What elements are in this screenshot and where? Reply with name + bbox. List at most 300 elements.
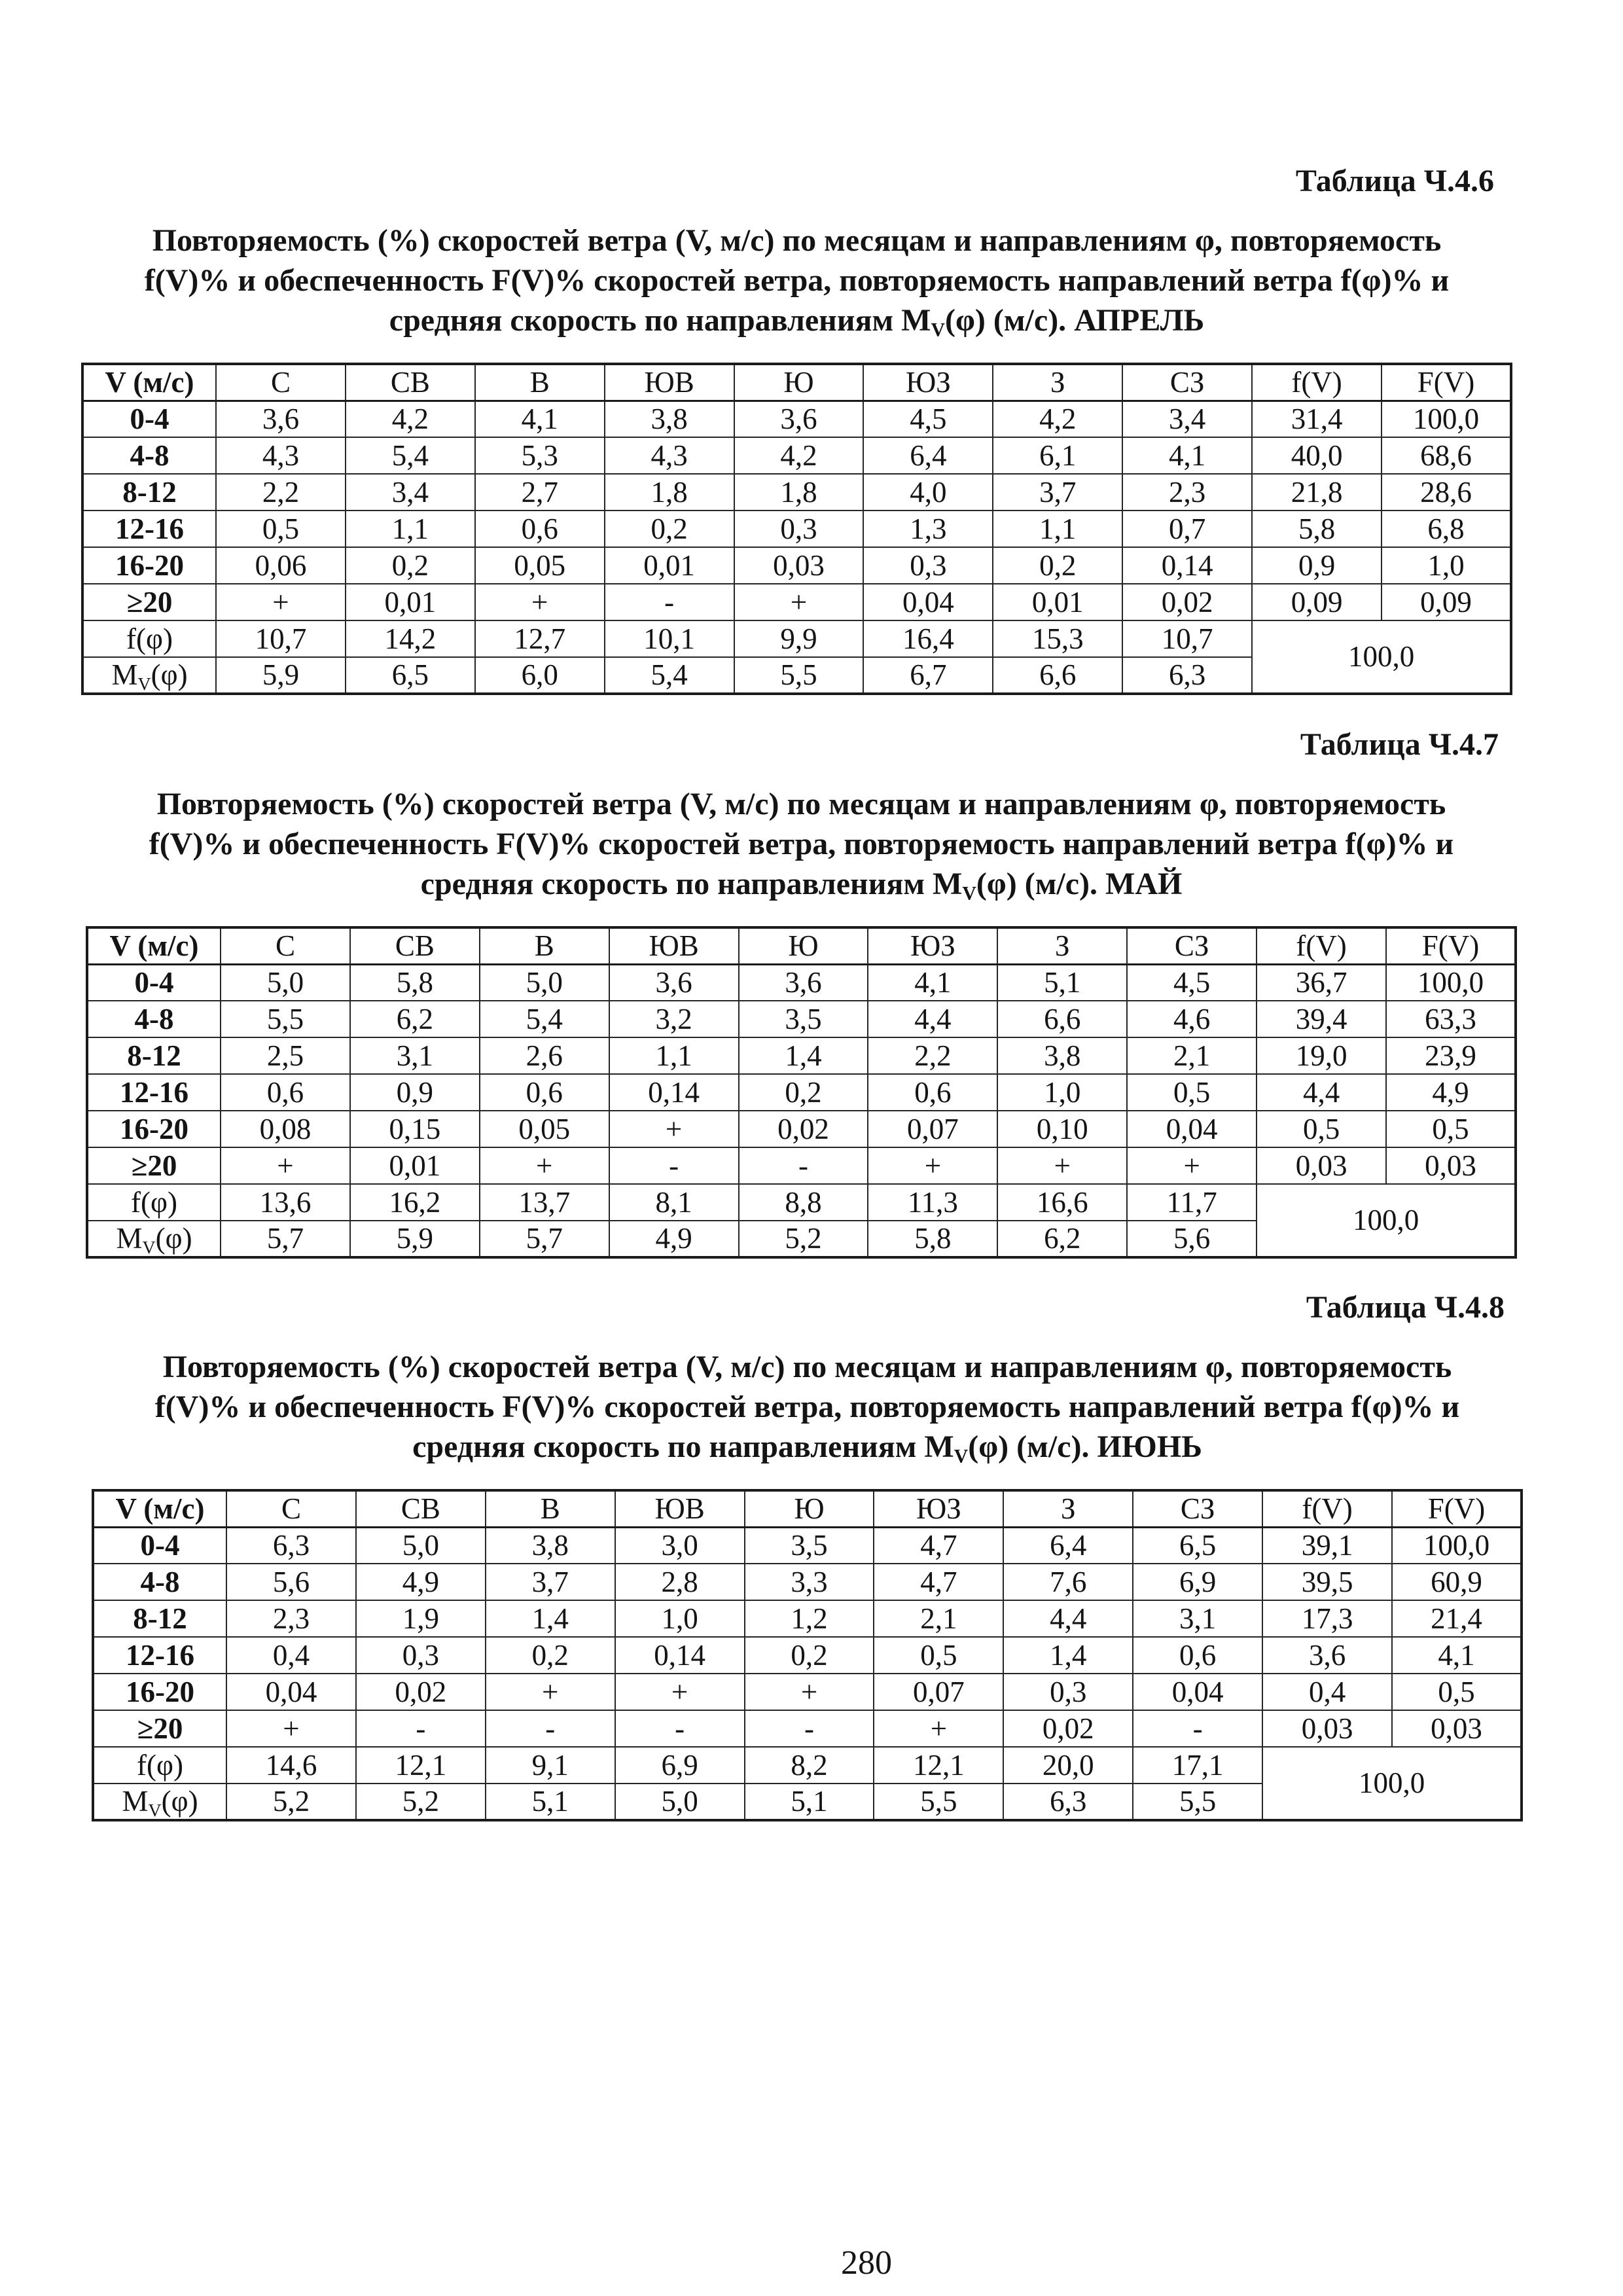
table-cell: 0,03 [734,547,864,584]
table-cell: 3,8 [997,1037,1127,1074]
table-cell: 5,5 [221,1001,350,1037]
table-cell: 28,6 [1382,474,1511,511]
table-cell: 5,3 [475,437,605,474]
title-subscript: V [954,1445,969,1467]
table-cell: + [874,1710,1003,1747]
row-label-subscript: V [142,1237,156,1257]
column-header: ЮВ [605,364,734,401]
title-line-1: Повторяемость (%) скоростей ветра (V, м/с) по месяцам и направлениям φ, повторяемость [152,223,1442,258]
row-label: 12-16 [93,1637,226,1674]
table-cell: 1,0 [1382,547,1511,584]
table-cell: - [739,1147,868,1184]
title-line-1: Повторяемость (%) скоростей ветра (V, м/с) по месяцам и направлениям φ, повторяемость [162,1350,1452,1384]
table-cell: 3,4 [346,474,475,511]
table-cell: 11,7 [1127,1184,1257,1221]
table-cell: 10,1 [605,620,734,657]
table-cell: 0,5 [874,1637,1003,1674]
table-cell: 3,5 [739,1001,868,1037]
f-phi-row [93,1747,1522,1784]
table-cell: 4,5 [863,401,993,437]
speed-row [93,1674,1522,1710]
table-cell: 0,10 [997,1111,1127,1147]
table-cell: 2,8 [615,1564,745,1600]
table-caption: Таблица Ч.4.7 [1300,727,1499,762]
table-cell: 3,6 [739,964,868,1001]
table-cell: - [615,1710,745,1747]
row-label-subscript: V [148,1800,162,1820]
table-cell: - [605,584,734,620]
table-cell: 16,2 [350,1184,480,1221]
table-cell: 39,5 [1262,1564,1392,1600]
title-line-3-tail: (φ) (м/с). [968,1429,1090,1464]
table-cell: 11,3 [868,1184,997,1221]
title-line-3-tail: (φ) (м/с). [944,303,1067,338]
speed-column-header: V (м/с) [82,364,216,401]
table-cell: 6,9 [1133,1564,1262,1600]
table-body [93,1490,1522,1820]
table-block-may [86,725,1517,1259]
table-cell: 39,1 [1262,1527,1392,1564]
table-cell: + [1127,1147,1257,1184]
speed-row [82,547,1511,584]
table-cell: 5,4 [480,1001,609,1037]
table-cell: 4,1 [475,401,605,437]
table-cell: 0,3 [356,1637,486,1674]
table-cell: 4,4 [868,1001,997,1037]
speed-row [87,1111,1516,1147]
table-cell: 3,3 [745,1564,874,1600]
table-cell: 0,2 [346,547,475,584]
title-line-3-tail: (φ) (м/с). [976,867,1098,901]
table-cell: 20,0 [1003,1747,1133,1784]
row-label: 12-16 [82,511,216,547]
table-cell: 0,05 [475,547,605,584]
column-header: f(V) [1257,927,1386,964]
speed-row [93,1710,1522,1747]
page-number: 280 [841,2244,892,2282]
table-cell: 5,6 [226,1564,356,1600]
column-header: С [221,927,350,964]
table-cell: 3,8 [605,401,734,437]
table-cell: 0,4 [226,1637,356,1674]
column-header: ЮЗ [874,1490,1003,1527]
speed-row [82,401,1511,437]
row-label: 4-8 [82,437,216,474]
table-cell: + [734,584,864,620]
table-cell: 5,0 [615,1784,745,1820]
table-cell: 0,09 [1252,584,1382,620]
table-cell: 4,5 [1127,964,1257,1001]
table-cell: 4,3 [216,437,346,474]
column-header: F(V) [1392,1490,1522,1527]
table-cell: 6,3 [1122,657,1252,694]
table-cell: 4,7 [874,1564,1003,1600]
column-header: СВ [350,927,480,964]
table-cell: 0,03 [1392,1710,1522,1747]
table-cell: 60,9 [1392,1564,1522,1600]
table-cell: 6,8 [1382,511,1511,547]
row-label-tail: (φ) [161,1785,198,1818]
total-cell: 100,0 [1257,1184,1516,1257]
speed-row [93,1600,1522,1637]
column-header: СВ [356,1490,486,1527]
title-line-3-text: средняя скорость по направлениям M [412,1429,954,1464]
row-label: f(φ) [93,1747,226,1784]
table-cell: 2,7 [475,474,605,511]
table-cell: 100,0 [1386,964,1516,1001]
table-cell: 39,4 [1257,1001,1386,1037]
total-cell: 100,0 [1252,620,1511,694]
table-cell: 0,2 [486,1637,615,1674]
table-cell: 0,6 [1133,1637,1262,1674]
row-label: ≥20 [82,584,216,620]
table-cell: 13,6 [221,1184,350,1221]
table-cell: 2,6 [480,1037,609,1074]
table-cell: 4,3 [605,437,734,474]
column-header: f(V) [1262,1490,1392,1527]
row-label [87,1221,221,1257]
f-phi-row [82,620,1511,657]
column-header: В [486,1490,615,1527]
table-cell: 1,4 [739,1037,868,1074]
table-cell: 3,0 [615,1527,745,1564]
table-cell: 0,02 [739,1111,868,1147]
table-cell: 3,6 [609,964,739,1001]
table-cell: 0,14 [615,1637,745,1674]
table-block-april [81,162,1512,695]
table-cell: 21,4 [1392,1600,1522,1637]
table-cell: 3,8 [486,1527,615,1564]
table-cell: 9,1 [486,1747,615,1784]
table-cell: 5,2 [226,1784,356,1820]
row-label: ≥20 [93,1710,226,1747]
speed-row [87,964,1516,1001]
table-cell: 5,1 [486,1784,615,1820]
table-cell: + [216,584,346,620]
table-cell: 3,6 [216,401,346,437]
column-header: СЗ [1133,1490,1262,1527]
table-cell: 4,2 [346,401,475,437]
table-cell: + [221,1147,350,1184]
table-cell: 0,07 [874,1674,1003,1710]
table-cell: 0,3 [863,547,993,584]
title-line-3 [92,1427,1523,1467]
table-cell: 1,1 [346,511,475,547]
row-label-tail: (φ) [151,658,188,691]
table-cell: 16,6 [997,1184,1127,1221]
table-title [81,221,1512,340]
speed-row [93,1564,1522,1600]
table-cell: 3,6 [734,401,864,437]
table-cell: + [615,1674,745,1710]
table-cell: 0,5 [216,511,346,547]
table-cell: 4,0 [863,474,993,511]
column-header: СЗ [1127,927,1257,964]
row-label: 4-8 [87,1001,221,1037]
table-cell: 0,06 [216,547,346,584]
column-header: Ю [734,364,864,401]
table-body [87,927,1516,1257]
table-cell: 5,8 [868,1221,997,1257]
table-cell: 5,2 [739,1221,868,1257]
table-cell: 0,02 [1003,1710,1133,1747]
row-label: 8-12 [87,1037,221,1074]
table-cell: 8,1 [609,1184,739,1221]
table-cell: 4,1 [868,964,997,1001]
table-cell: 2,2 [216,474,346,511]
title-subscript: V [962,882,976,905]
table-cell: 19,0 [1257,1037,1386,1074]
table-cell: 14,2 [346,620,475,657]
table-cell: 6,0 [475,657,605,694]
table-cell: 17,1 [1133,1747,1262,1784]
table-cell: + [475,584,605,620]
table-cell: 4,4 [1003,1600,1133,1637]
row-label: f(φ) [87,1184,221,1221]
table-cell: - [745,1710,874,1747]
title-line-1: Повторяемость (%) скоростей ветра (V, м/с) по месяцам и направлениям φ, повторяемость [156,787,1446,821]
table-cell: 0,02 [1122,584,1252,620]
table-cell: 0,9 [350,1074,480,1111]
table-caption: Таблица Ч.4.6 [1295,164,1494,198]
table-cell: - [356,1710,486,1747]
table-cell: 17,3 [1262,1600,1392,1637]
row-label: 4-8 [93,1564,226,1600]
column-header: С [216,364,346,401]
table-cell: - [1133,1710,1262,1747]
table-cell: 6,3 [226,1527,356,1564]
title-month: МАЙ [1105,867,1183,901]
speed-column-header: V (м/с) [87,927,221,964]
table-cell: 0,5 [1392,1674,1522,1710]
table-cell: 8,2 [745,1747,874,1784]
table-cell: 3,7 [993,474,1122,511]
wind-speed-table [92,1489,1523,1821]
table-cell: 1,9 [356,1600,486,1637]
table-cell: 0,5 [1386,1111,1516,1147]
row-label: 12-16 [87,1074,221,1111]
header-row [87,927,1516,964]
table-cell: 23,9 [1386,1037,1516,1074]
row-label-subscript: V [137,673,151,694]
column-header: Ю [739,927,868,964]
table-cell: 2,1 [1127,1037,1257,1074]
table-cell: 5,6 [1127,1221,1257,1257]
table-caption: Таблица Ч.4.8 [1306,1290,1505,1325]
table-cell: 0,01 [993,584,1122,620]
table-cell: 13,7 [480,1184,609,1221]
table-cell: 0,9 [1252,547,1382,584]
table-cell: 0,01 [346,584,475,620]
column-header: F(V) [1382,364,1511,401]
speed-row [93,1527,1522,1564]
title-line-2: f(V)% и обеспеченность F(V)% скоростей ветра, повторяемость направлений ветра f(φ)% и [154,1390,1460,1424]
table-cell: + [745,1674,874,1710]
table-cell: 0,6 [221,1074,350,1111]
table-cell: 0,5 [1127,1074,1257,1111]
table-cell: 5,4 [605,657,734,694]
row-label [82,657,216,694]
table-cell: 5,5 [734,657,864,694]
table-cell: 5,4 [346,437,475,474]
table-cell: 5,0 [356,1527,486,1564]
row-label [93,1784,226,1820]
table-cell: 0,03 [1386,1147,1516,1184]
table-cell: 3,1 [1133,1600,1262,1637]
table-cell: 6,6 [997,1001,1127,1037]
table-cell: 6,1 [993,437,1122,474]
table-cell: 4,1 [1392,1637,1522,1674]
table-cell: 1,4 [1003,1637,1133,1674]
table-cell: 0,04 [1127,1111,1257,1147]
table-cell: 6,4 [863,437,993,474]
table-cell: 0,09 [1382,584,1511,620]
column-header: З [997,927,1127,964]
row-label-base: M [122,1785,149,1818]
table-cell: 0,6 [868,1074,997,1111]
row-label-base: M [111,658,138,691]
column-header: З [993,364,1122,401]
table-cell: 0,15 [350,1111,480,1147]
title-line-3 [86,864,1517,904]
row-label: 16-20 [93,1674,226,1710]
wind-speed-table [81,363,1512,695]
header-row [82,364,1511,401]
table-cell: 0,2 [993,547,1122,584]
title-month: АПРЕЛЬ [1074,303,1205,338]
table-cell: 3,4 [1122,401,1252,437]
table-cell: 0,2 [745,1637,874,1674]
table-cell: 4,2 [993,401,1122,437]
table-cell: 4,4 [1257,1074,1386,1111]
row-label: 16-20 [87,1111,221,1147]
table-cell: 6,4 [1003,1527,1133,1564]
table-cell: + [480,1147,609,1184]
table-cell: 2,5 [221,1037,350,1074]
column-header: С [226,1490,356,1527]
table-cell: 5,5 [1133,1784,1262,1820]
row-label: 0-4 [93,1527,226,1564]
table-cell: 12,1 [874,1747,1003,1784]
table-cell: 0,03 [1257,1147,1386,1184]
column-header: ЮЗ [868,927,997,964]
row-label: 0-4 [82,401,216,437]
table-cell: 0,01 [350,1147,480,1184]
table-cell: 21,8 [1252,474,1382,511]
table-cell: - [609,1147,739,1184]
table-cell: + [609,1111,739,1147]
table-cell: 1,3 [863,511,993,547]
table-cell: 6,5 [346,657,475,694]
wind-speed-table [86,926,1517,1259]
table-cell: 0,5 [1257,1111,1386,1147]
title-line-3-text: средняя скорость по направлениям M [420,867,963,901]
speed-row [87,1074,1516,1111]
table-cell: 0,6 [475,511,605,547]
title-line-2: f(V)% и обеспеченность F(V)% скоростей ветра, повторяемость направлений ветра f(φ)% и [144,263,1450,298]
title-line-3-text: средняя скорость по направлениям M [389,303,931,338]
column-header: ЮВ [615,1490,745,1527]
table-cell: 0,04 [1133,1674,1262,1710]
column-header: СЗ [1122,364,1252,401]
table-cell: 0,03 [1262,1710,1392,1747]
table-cell: 1,8 [734,474,864,511]
table-cell: 9,9 [734,620,864,657]
table-cell: 2,1 [874,1600,1003,1637]
table-cell: 4,9 [1386,1074,1516,1111]
table-cell: 4,7 [874,1527,1003,1564]
table-cell: 63,3 [1386,1001,1516,1037]
column-header: F(V) [1386,927,1516,964]
title-subscript: V [931,319,945,341]
title-line-3 [81,300,1512,340]
table-cell: + [997,1147,1127,1184]
table-cell: 5,8 [1252,511,1382,547]
table-cell: 0,4 [1262,1674,1392,1710]
table-cell: 5,2 [356,1784,486,1820]
table-cell: 3,1 [350,1037,480,1074]
table-cell: 40,0 [1252,437,1382,474]
table-cell: 0,3 [1003,1674,1133,1710]
speed-row [82,584,1511,620]
table-cell: 0,6 [480,1074,609,1111]
table-cell: 4,2 [734,437,864,474]
row-label: 16-20 [82,547,216,584]
table-cell: 1,8 [605,474,734,511]
column-header: В [480,927,609,964]
table-cell: 6,5 [1133,1527,1262,1564]
speed-row [82,474,1511,511]
speed-row [87,1037,1516,1074]
row-label: 8-12 [93,1600,226,1637]
column-header: Ю [745,1490,874,1527]
title-line-2: f(V)% и обеспеченность F(V)% скоростей ветра, повторяемость направлений ветра f(φ)% и [149,827,1454,861]
table-cell: 5,9 [216,657,346,694]
table-cell: 12,7 [475,620,605,657]
table-cell: 0,04 [226,1674,356,1710]
table-cell: 4,9 [356,1564,486,1600]
table-cell: 1,1 [993,511,1122,547]
table-cell: 5,8 [350,964,480,1001]
table-cell: 0,14 [609,1074,739,1111]
table-block-june [92,1288,1523,1821]
column-header: f(V) [1252,364,1382,401]
table-cell: 6,7 [863,657,993,694]
table-title [92,1347,1523,1467]
column-header: ЮВ [609,927,739,964]
table-cell: 10,7 [1122,620,1252,657]
table-cell: 10,7 [216,620,346,657]
row-label: f(φ) [82,620,216,657]
column-header: В [475,364,605,401]
table-cell: + [868,1147,997,1184]
speed-column-header: V (м/с) [93,1490,226,1527]
table-cell: 68,6 [1382,437,1511,474]
table-cell: 2,2 [868,1037,997,1074]
table-cell: 6,3 [1003,1784,1133,1820]
table-cell: 5,9 [350,1221,480,1257]
table-cell: 14,6 [226,1747,356,1784]
column-header: З [1003,1490,1133,1527]
table-cell: 5,1 [997,964,1127,1001]
table-cell: 0,2 [739,1074,868,1111]
table-cell: 5,5 [874,1784,1003,1820]
table-cell: 100,0 [1392,1527,1522,1564]
table-cell: 3,6 [1262,1637,1392,1674]
f-phi-row [87,1184,1516,1221]
table-cell: 2,3 [226,1600,356,1637]
table-cell: 3,2 [609,1001,739,1037]
